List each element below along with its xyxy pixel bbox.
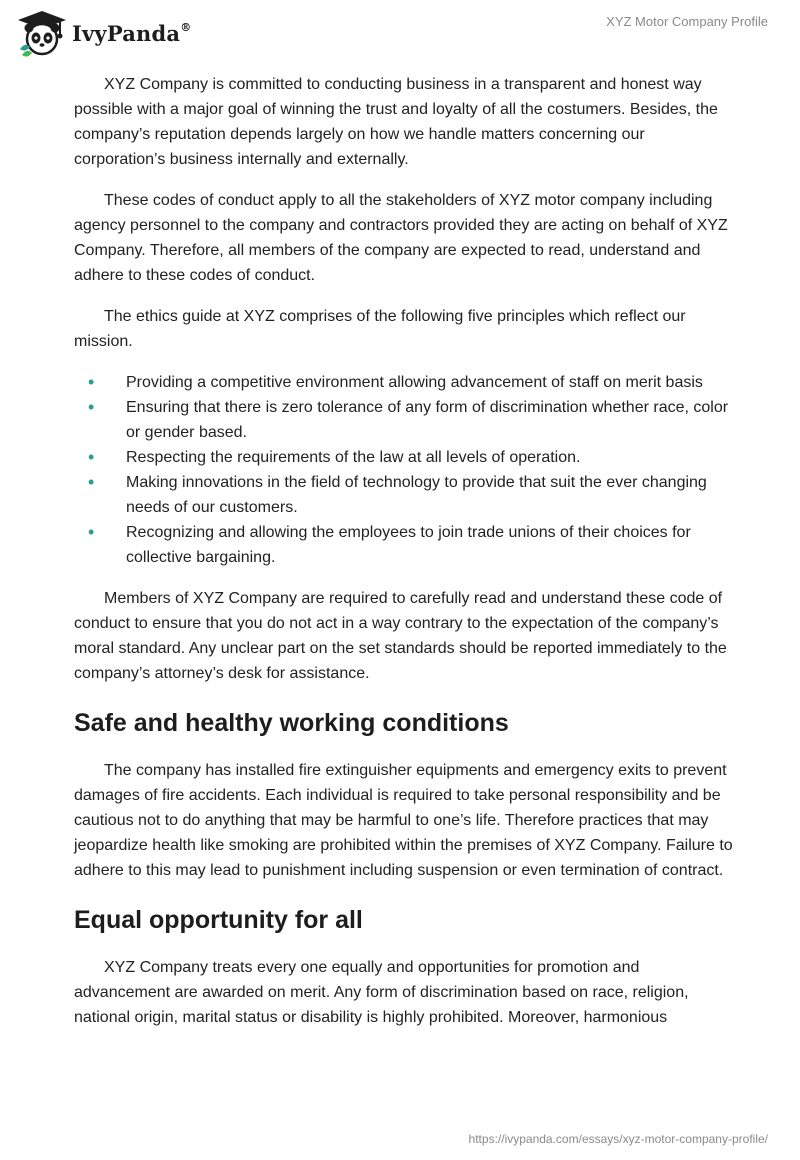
bullet-icon: • xyxy=(88,472,95,492)
list-item xyxy=(74,395,734,445)
logo[interactable] xyxy=(16,8,191,58)
brand-text: IvyPanda xyxy=(72,20,181,46)
paragraph-members: Members of XYZ Company are required to carefully read and understand these code of conduct to ensure that you do not act in a way contrary to the expectation of the company’s moral standard. Any unclear part on the set standards should be reported immediately to the company’s attorney’s desk for assistance. xyxy=(74,590,727,682)
bullet-icon: • xyxy=(88,522,95,542)
bullet-icon: • xyxy=(88,372,95,392)
list-item-text: Ensuring that there is zero tolerance of any form of discrimination whether race, color or gender based. xyxy=(126,399,729,441)
article-body xyxy=(74,72,734,1046)
list-item-text: Making innovations in the field of technology to provide that suit the ever changing needs of our customers. xyxy=(126,474,707,516)
list-item-text: Respecting the requirements of the law at all levels of operation. xyxy=(126,449,581,466)
list-item xyxy=(74,470,734,520)
list-item-text: Providing a competitive environment allowing advancement of staff on merit basis xyxy=(126,374,703,391)
list-item xyxy=(74,520,734,570)
principles-list xyxy=(74,370,734,570)
bullet-icon: • xyxy=(88,397,95,417)
list-item xyxy=(74,445,734,470)
heading-equal-opportunity: Equal opportunity for all xyxy=(74,906,363,934)
brand-name xyxy=(72,21,191,46)
document-title: XYZ Motor Company Profile xyxy=(606,14,768,29)
panda-graduate-icon xyxy=(16,9,68,57)
paragraph-safe-conditions: The company has installed fire extinguisher equipments and emergency exits to prevent damages of fire accidents. Each individual is required to take personal responsibility and be cautious not to do anything that may be harmful to one’s life. Therefore practices that may jeopardize health like smoking are prohibited within the premises of XYZ Company. Failure to adhere to this may lead to punishment including suspension or even termination of contract. xyxy=(74,762,733,879)
paragraph-intro-1: XYZ Company is committed to conducting business in a transparent and honest way possible with a major goal of winning the trust and loyalty of all the costumers. Besides, the company’s reputation depends largely on how we handle matters concerning our corporation’s business internally and externally. xyxy=(74,76,718,168)
source-url[interactable]: https://ivypanda.com/essays/xyz-motor-company-profile/ xyxy=(468,1132,768,1146)
page-header xyxy=(0,0,800,60)
paragraph-intro-2: These codes of conduct apply to all the stakeholders of XYZ motor company including agency personnel to the company and contractors provided they are acting on behalf of XYZ Company. Therefore, all members of the company are expected to read, understand and adhere to these codes of conduct. xyxy=(74,192,728,284)
list-item xyxy=(74,370,734,395)
heading-safe-conditions: Safe and healthy working conditions xyxy=(74,709,509,737)
registered-mark: ® xyxy=(180,20,192,34)
paragraph-intro-3: The ethics guide at XYZ comprises of the following five principles which reflect our mission. xyxy=(74,308,686,350)
list-item-text: Recognizing and allowing the employees to join trade unions of their choices for collective bargaining. xyxy=(126,524,691,566)
bullet-icon: • xyxy=(88,447,95,467)
paragraph-equal-opportunity: XYZ Company treats every one equally and opportunities for promotion and advancement are awarded on merit. Any form of discrimination based on race, religion, national origin, marital status or disability is highly prohibited. Moreover, harmonious xyxy=(74,959,689,1026)
